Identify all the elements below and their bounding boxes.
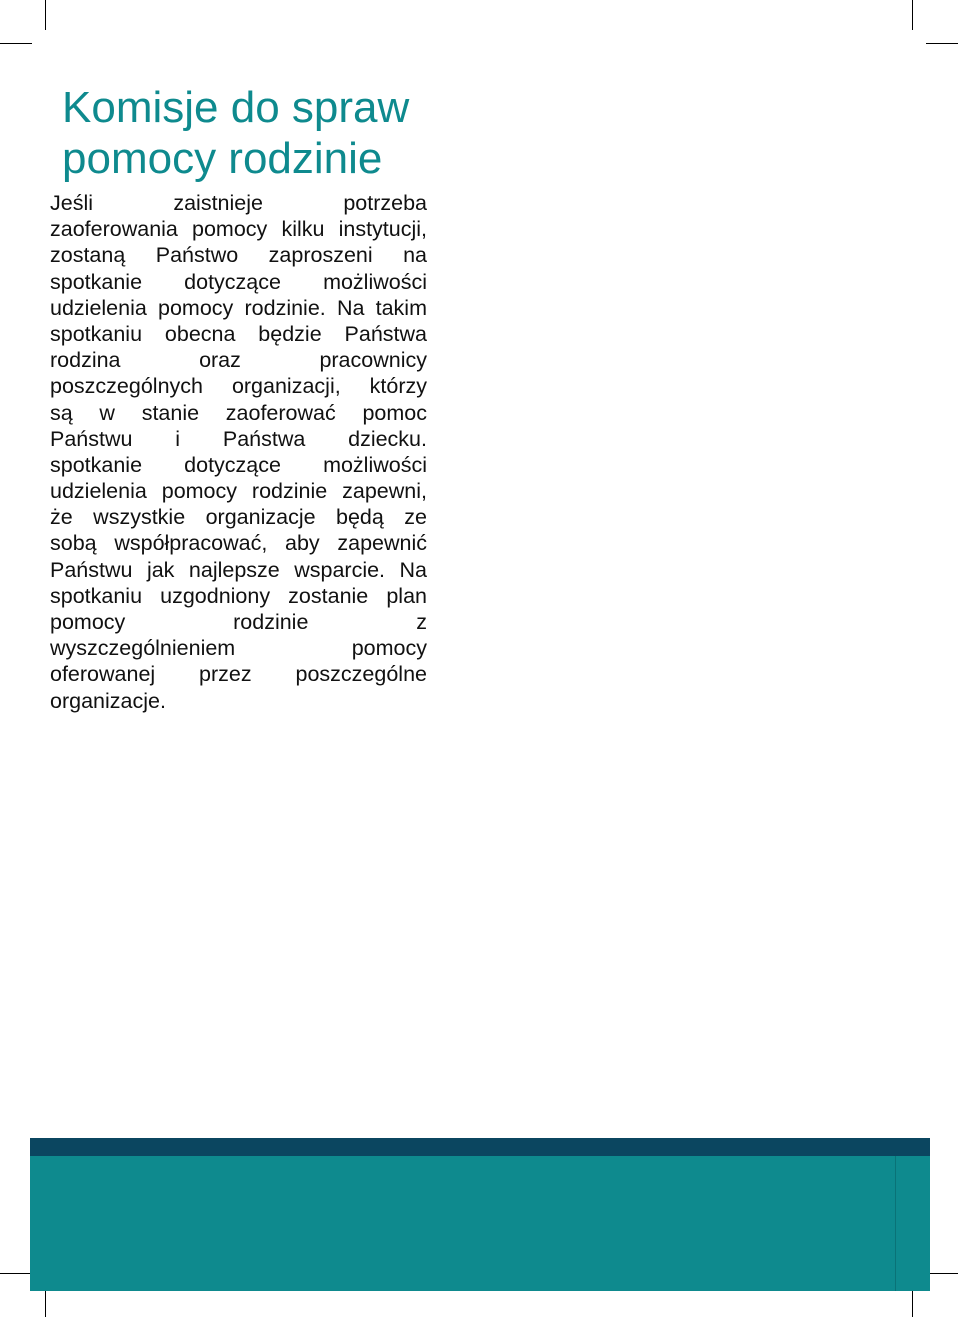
paragraph-line: spotkaniu uzgodniony zostanie plan xyxy=(50,583,427,608)
paragraph-line: spotkanie dotyczące możliwości xyxy=(50,452,427,477)
paragraph-line: zostaną Państwo zaproszeni na xyxy=(50,243,427,268)
crop-mark-top-right xyxy=(912,0,913,30)
page-title xyxy=(62,82,409,184)
paragraph-line: sobą współpracować, aby zapewnić xyxy=(50,531,427,556)
paragraph-line: spotkaniu obecna będzie Państwa xyxy=(50,321,427,346)
footer-band-dark xyxy=(30,1138,930,1156)
crop-mark-top-left xyxy=(45,0,46,30)
crop-mark-top-left-h xyxy=(0,43,32,44)
paragraph-line: zaoferowania pomocy kilku instytucji, xyxy=(50,217,427,242)
body-paragraph xyxy=(50,190,427,714)
page-title-line-2: pomocy rodzinie xyxy=(62,134,383,183)
paragraph-line: Państwu i Państwa dziecku. xyxy=(50,426,427,451)
paragraph-line: Państwu jak najlepsze wsparcie. Na xyxy=(50,557,427,582)
paragraph-line: poszczególnych organizacji, którzy xyxy=(50,374,427,399)
crop-mark-top-right-h xyxy=(926,43,958,44)
paragraph-line: Jeśli zaistnieje potrzeba xyxy=(50,191,427,215)
page-title-line-1: Komisje do spraw xyxy=(62,83,410,132)
paragraph-line: oferowanej przez poszczególne xyxy=(50,662,427,687)
paragraph-line: są w stanie zaoferować pomoc xyxy=(50,400,427,425)
crop-mark-bottom-right xyxy=(912,1287,913,1317)
paragraph-line: udzielenia pomocy rodzinie zapewni, xyxy=(50,479,427,504)
crop-mark-bottom-right-h xyxy=(926,1273,958,1274)
paragraph-line: że wszystkie organizacje będą ze xyxy=(50,505,427,530)
crop-mark-bottom-left-h xyxy=(0,1273,32,1274)
paragraph-line: wyszczególnieniem pomocy xyxy=(50,636,427,661)
paragraph-line: rodzina oraz pracownicy xyxy=(50,348,427,373)
paragraph-line: spotkanie dotyczące możliwości xyxy=(50,269,427,294)
paragraph-line: udzielenia pomocy rodzinie. Na takim xyxy=(50,295,427,320)
crop-mark-bottom-left xyxy=(45,1287,46,1317)
footer-band-teal xyxy=(30,1156,930,1291)
paragraph-line: pomocy rodzinie z xyxy=(50,610,427,634)
paragraph-line: organizacje. xyxy=(50,688,166,713)
footer-band-divider xyxy=(895,1156,896,1291)
